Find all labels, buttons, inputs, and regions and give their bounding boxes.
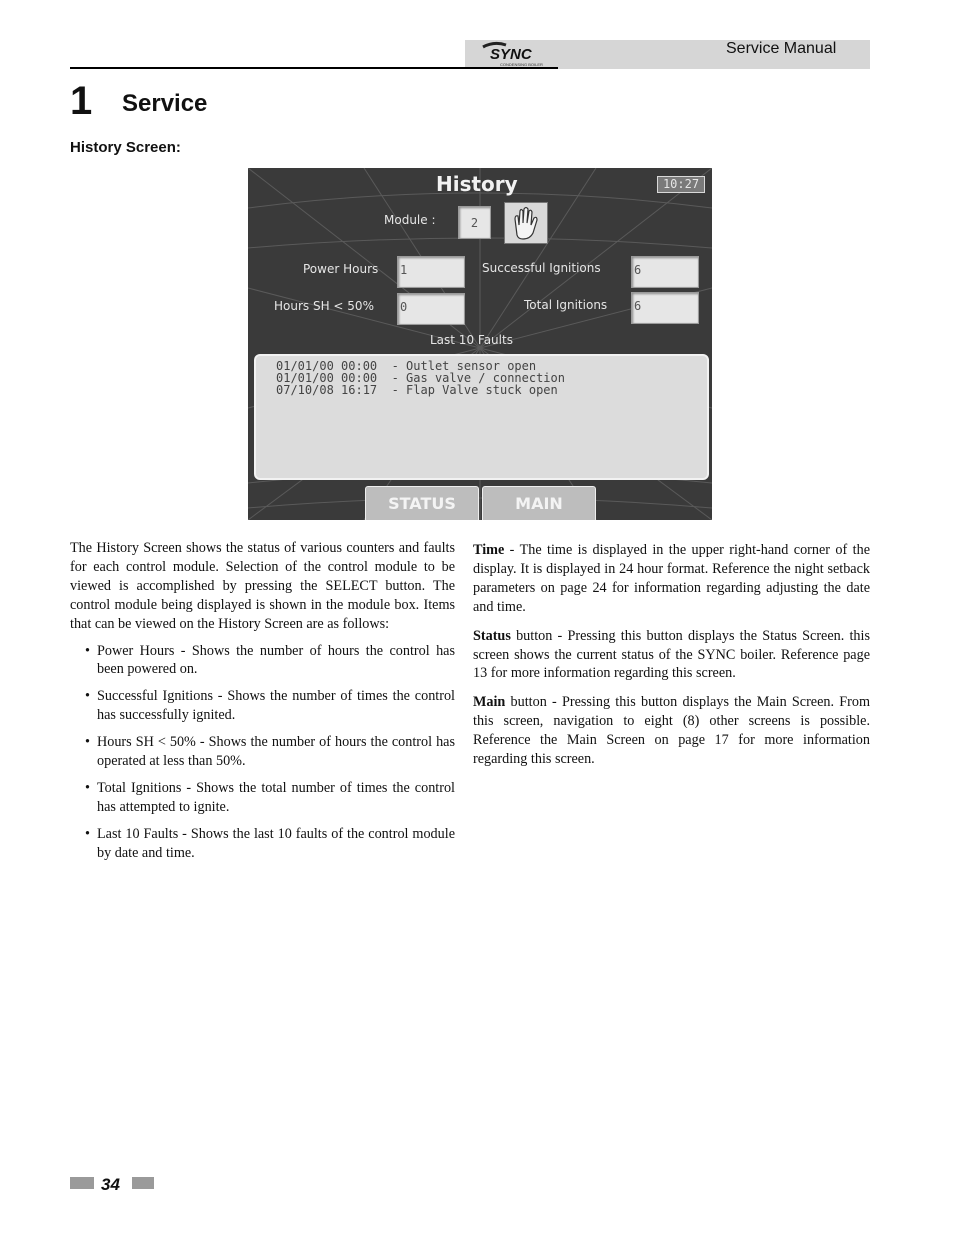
- status-button[interactable]: STATUS: [365, 486, 479, 520]
- screen-time: 10:27: [657, 176, 705, 193]
- sync-logo: [480, 40, 552, 68]
- bullet-text: Successful Ignitions - Shows the number of times the control has successfully ignited.: [97, 688, 455, 724]
- bullet-icon: •: [85, 779, 90, 796]
- list-item: [70, 779, 455, 817]
- bullet-icon: •: [85, 734, 90, 751]
- section-subheading: History Screen:: [70, 139, 181, 156]
- logo-text: SYNC: [490, 46, 532, 63]
- footer-bar-left: [70, 1177, 94, 1189]
- time-paragraph: [473, 541, 870, 617]
- manual-title: Service Manual: [726, 40, 837, 57]
- logo-subtext: CONDENSING BOILER: [500, 62, 543, 67]
- list-item: [70, 825, 455, 863]
- main-paragraph: [473, 693, 870, 769]
- bullet-icon: •: [85, 688, 90, 705]
- fault-entry: 01/01/00 00:00 - Gas valve / connection: [276, 371, 565, 385]
- bullet-text: Hours SH < 50% - Shows the number of hours the control has operated at less than 50%.: [97, 734, 455, 770]
- bullet-icon: •: [85, 642, 90, 659]
- time-term: Time: [473, 542, 505, 558]
- history-screen-image: [248, 168, 712, 520]
- faults-list: [254, 354, 709, 480]
- intro-paragraph: The History Screen shows the status of various counters and faults for each control module. Selection of the control module to be viewed is accomplished by pressing the SELECT button. The control module being displayed is shown in the module box. Items that can be viewed on the History Screen are as follows:: [70, 540, 455, 632]
- main-description: button - Pressing this button displays the Main Screen. From this screen, navigation to eight (8) other screens is possible. Reference the Main Screen on page 17 for more information regarding this screen.: [473, 694, 870, 768]
- main-term: Main: [473, 694, 506, 711]
- power-hours-field: 1: [397, 256, 465, 288]
- select-hand-button[interactable]: [504, 202, 548, 244]
- status-description: button - Pressing this button displays the Status Screen. this screen shows the current status of the SYNC boiler. Reference page 13 for more information regarding this screen.: [473, 627, 870, 682]
- history-items-list: [70, 642, 455, 863]
- main-button[interactable]: MAIN: [482, 486, 596, 520]
- module-box: 2: [458, 206, 491, 239]
- fault-entry: 07/10/08 16:17 - Flap Valve stuck open: [276, 383, 558, 397]
- chapter-number: 1: [70, 79, 93, 123]
- footer-bar-right: [132, 1177, 154, 1189]
- chapter-title: Service: [122, 90, 208, 117]
- list-item: [70, 687, 455, 725]
- status-paragraph: [473, 627, 870, 684]
- list-item: [70, 642, 455, 680]
- hours-sh-field: 0: [397, 293, 465, 325]
- hours-sh-label: Hours SH < 50%: [274, 299, 374, 313]
- status-term: Status: [473, 627, 511, 644]
- module-label: Module :: [384, 213, 436, 227]
- screen-title: History: [436, 172, 518, 196]
- left-column: [70, 539, 455, 871]
- page-number: 34: [101, 1175, 120, 1194]
- list-item: [70, 733, 455, 771]
- hand-icon: [505, 203, 547, 243]
- total-ignitions-label: Total Ignitions: [524, 298, 608, 312]
- fault-entry: 01/01/00 00:00 - Outlet sensor open: [276, 359, 537, 373]
- faults-label: Last 10 Faults: [430, 333, 513, 347]
- bullet-text: Total Ignitions - Shows the total number of times the control has attempted to ignite.: [97, 779, 455, 815]
- power-hours-label: Power Hours: [303, 262, 379, 276]
- bullet-text: Last 10 Faults - Shows the last 10 faults of the control module by date and time.: [97, 825, 455, 861]
- successful-ignitions-label: Successful Ignitions: [482, 261, 601, 275]
- total-ignitions-field: 6: [631, 292, 699, 324]
- bullet-text: Power Hours - Shows the number of hours the control has been powered on.: [97, 642, 455, 678]
- bullet-icon: •: [85, 825, 90, 842]
- right-column: [473, 541, 870, 777]
- successful-ignitions-field: 6: [631, 256, 699, 288]
- time-description: - The time is displayed in the upper right-hand corner of the display. It is displayed in 24 hour format. Reference the night setback parameters on page 24 for information regarding adjusting the date and time.: [473, 542, 870, 615]
